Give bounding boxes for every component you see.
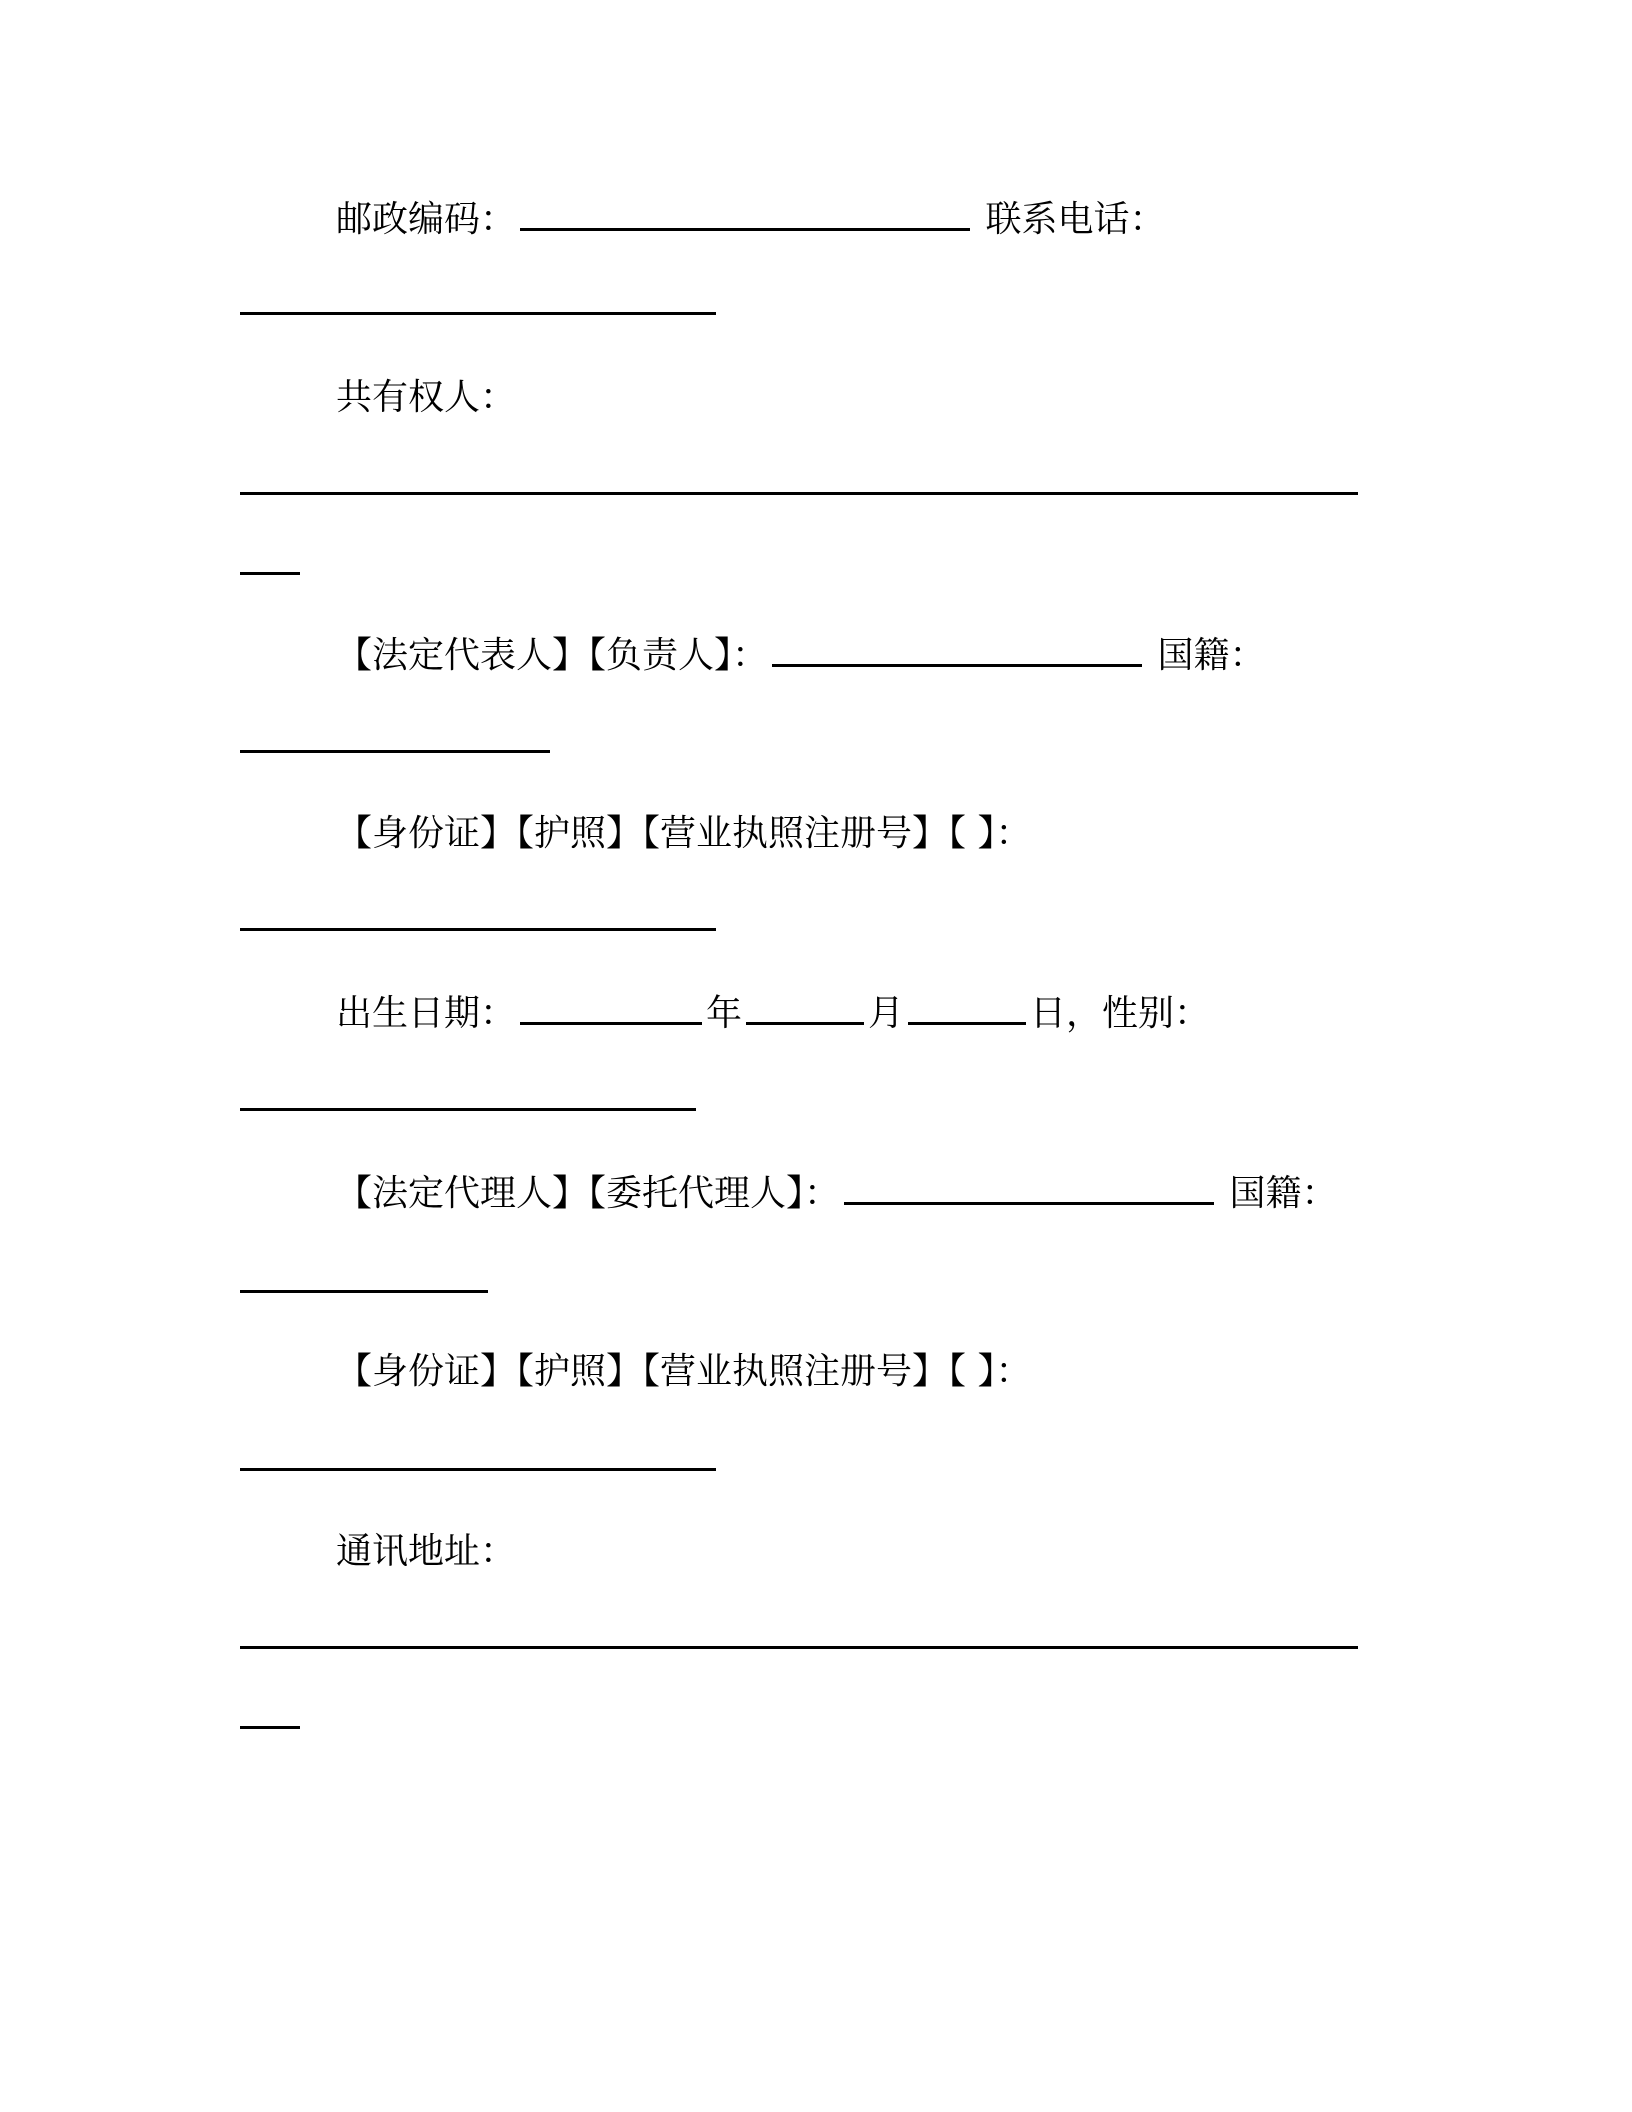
id-types-label-1: 【身份证】【护照】【营业执照注册号】【 】：	[336, 813, 1032, 854]
birth-year-blank[interactable]	[520, 990, 702, 1025]
agent-blank[interactable]	[844, 1170, 1214, 1205]
co-owner-blank-continued[interactable]	[240, 572, 300, 575]
id-types-label-2: 【身份证】【护照】【营业执照注册号】【 】：	[336, 1351, 1032, 1392]
agent-label: 【法定代理人】【委托代理人】：	[336, 1173, 841, 1214]
nationality-label-2: 国籍：	[1229, 1173, 1338, 1214]
nationality-blank-1[interactable]	[240, 750, 550, 753]
co-owner-row	[240, 376, 516, 420]
legal-rep-label: 【法定代表人】【负责人】：	[336, 635, 769, 676]
id-number-blank-1[interactable]	[240, 928, 716, 931]
legal-rep-blank[interactable]	[772, 632, 1142, 667]
id-types-row-1	[240, 812, 1031, 856]
birth-label: 出生日期：	[336, 993, 517, 1034]
postal-code-blank[interactable]	[520, 196, 970, 231]
address-blank-continued[interactable]	[240, 1726, 300, 1729]
birth-month-blank[interactable]	[746, 990, 864, 1025]
address-row	[240, 1530, 516, 1574]
id-types-row-2	[240, 1350, 1031, 1394]
phone-label: 联系电话：	[985, 199, 1166, 240]
nationality-blank-2[interactable]	[240, 1290, 488, 1293]
address-blank[interactable]	[240, 1646, 1358, 1649]
month-label: 月	[868, 993, 905, 1034]
postal-phone-row	[240, 196, 1165, 242]
id-number-blank-2[interactable]	[240, 1468, 716, 1471]
gender-blank[interactable]	[240, 1108, 696, 1111]
co-owner-label: 共有权人：	[336, 377, 517, 418]
birth-row	[240, 990, 1210, 1036]
legal-rep-row	[240, 632, 1265, 678]
postal-code-label: 邮政编码：	[336, 199, 517, 240]
day-gender-label: 日，性别：	[1030, 993, 1211, 1034]
co-owner-blank[interactable]	[240, 492, 1358, 495]
nationality-label-1: 国籍：	[1157, 635, 1266, 676]
agent-row	[240, 1170, 1337, 1216]
year-label: 年	[706, 993, 743, 1034]
birth-day-blank[interactable]	[908, 990, 1026, 1025]
phone-blank[interactable]	[240, 312, 716, 315]
address-label: 通讯地址：	[336, 1531, 517, 1572]
